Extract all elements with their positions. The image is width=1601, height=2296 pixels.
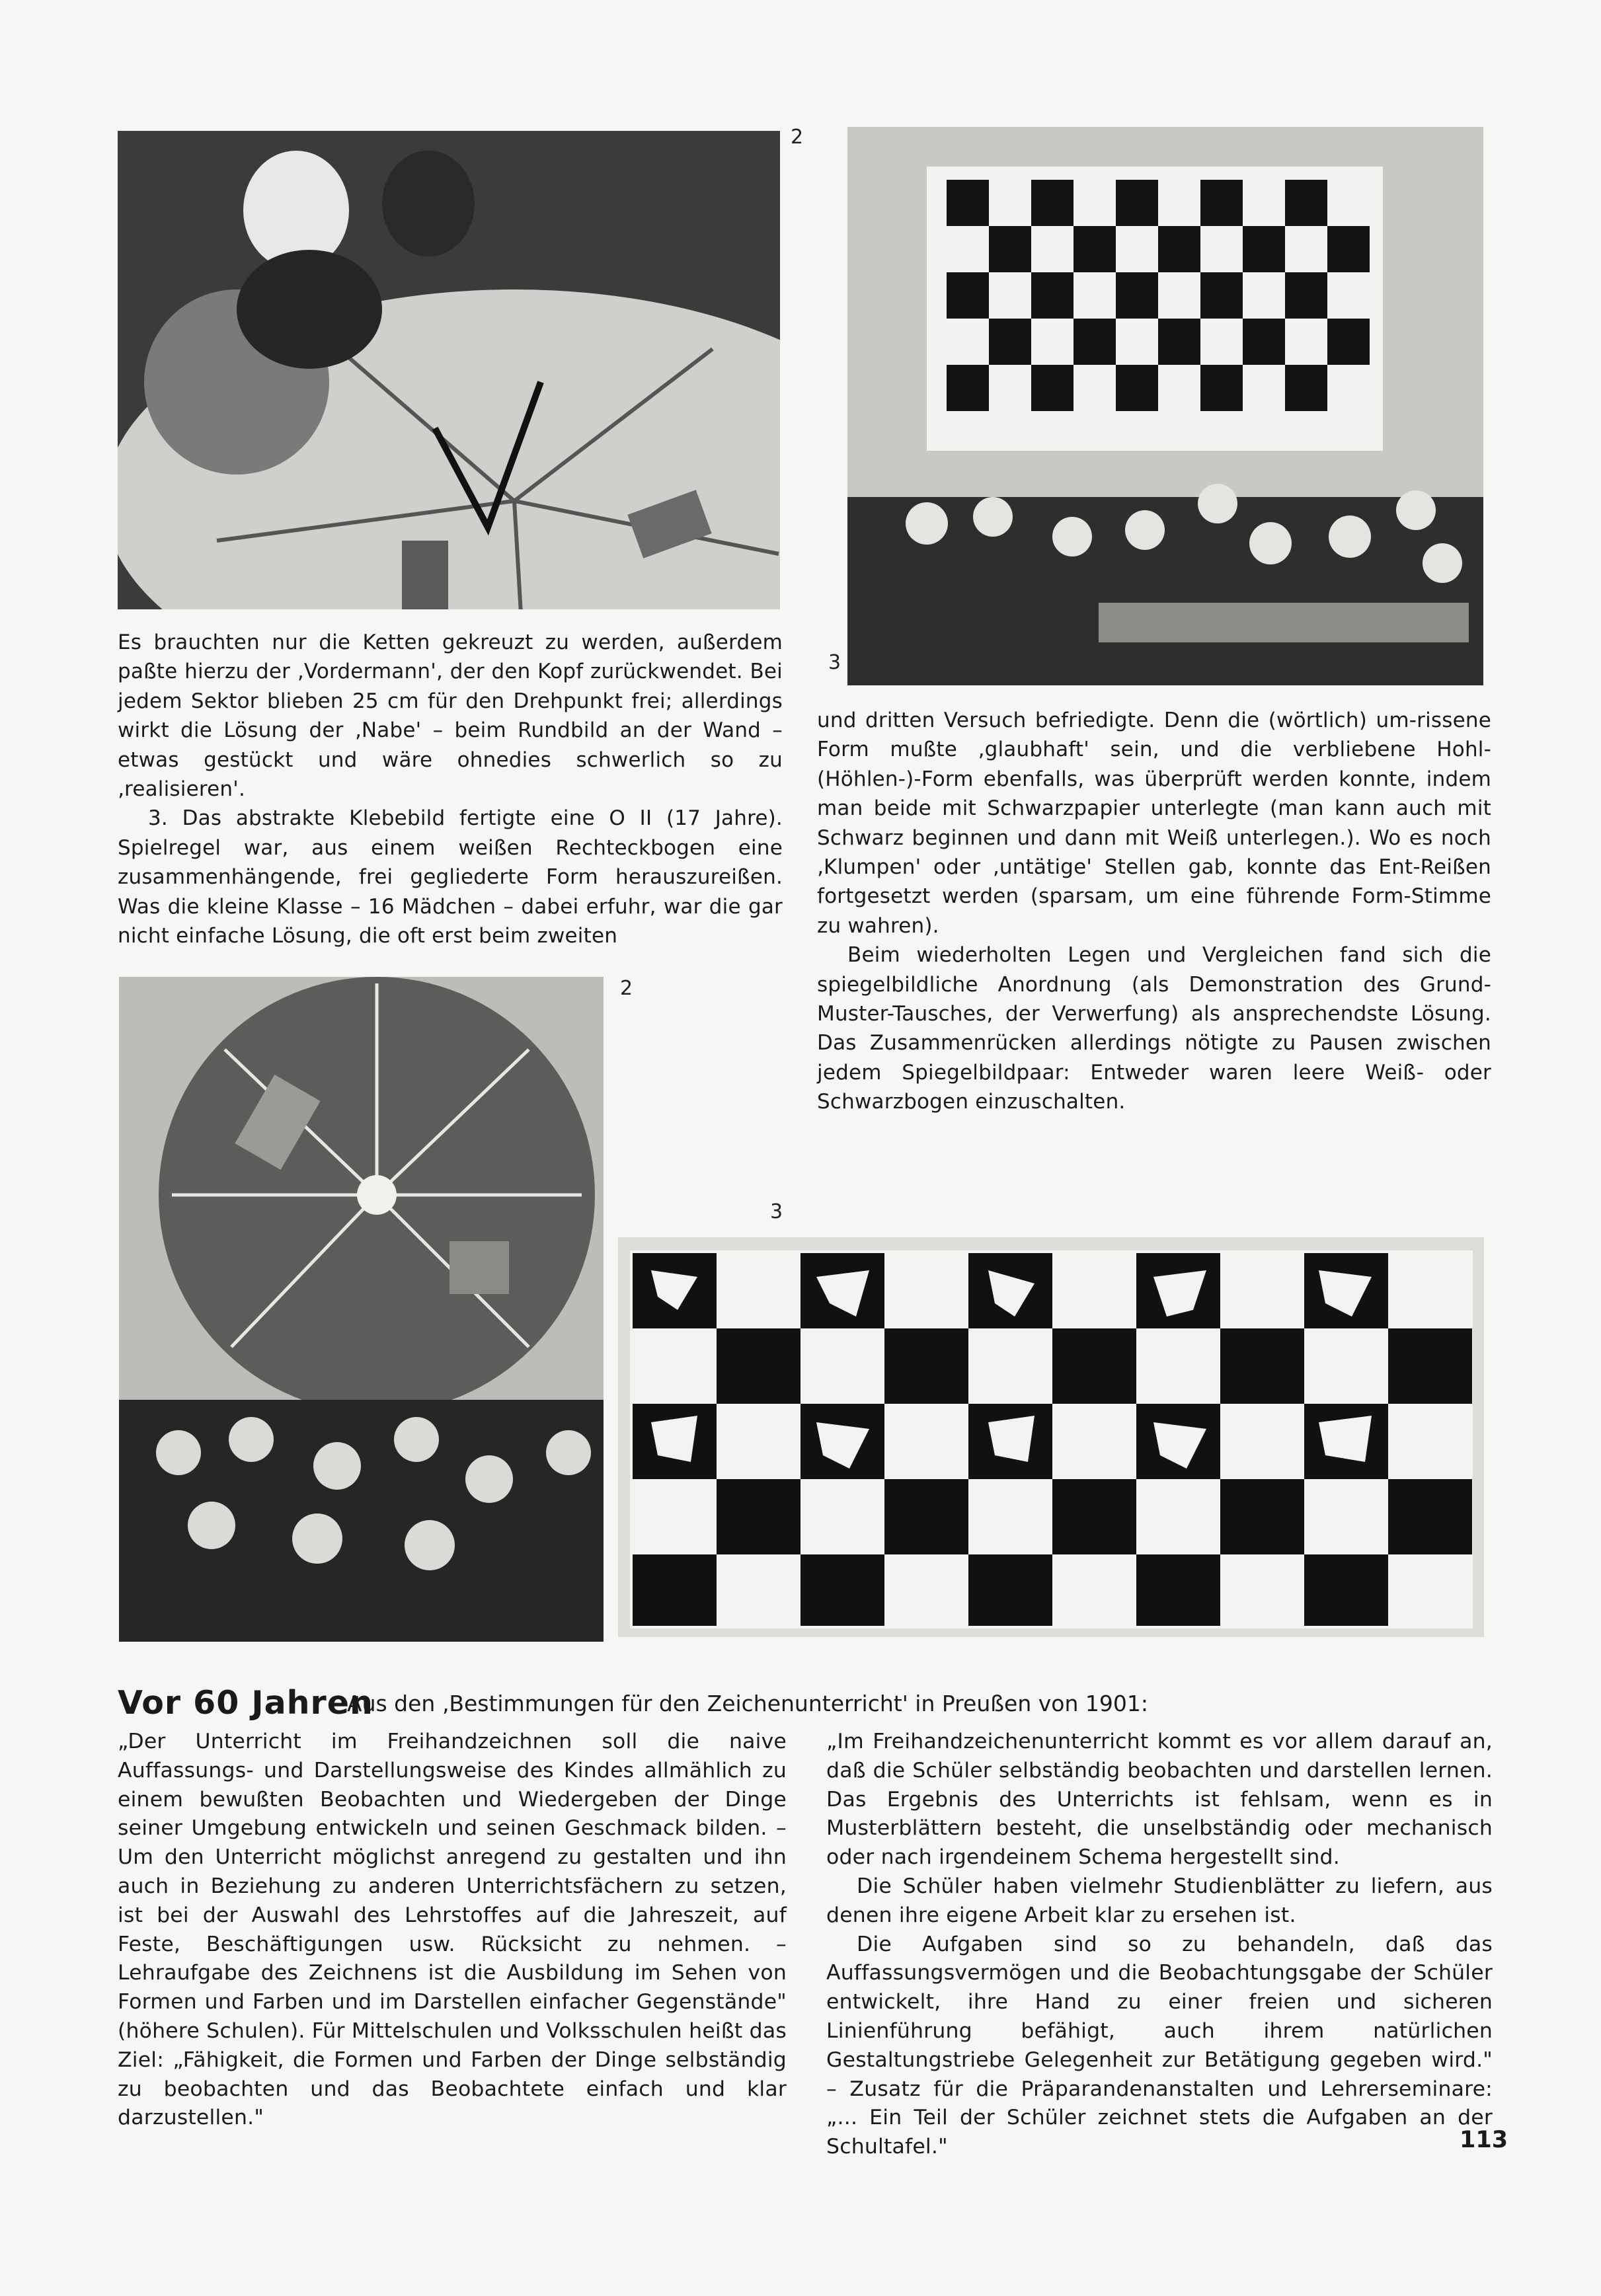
- figure-number: 2: [791, 126, 804, 149]
- text-column-left-top: [118, 628, 783, 950]
- page-number: 113: [1460, 2127, 1508, 2153]
- photo-checkered-collage: [618, 1237, 1484, 1637]
- photo-classroom-collage: [847, 127, 1483, 685]
- text-column-right-bottom: [826, 1728, 1493, 2162]
- paragraph: Die Schüler haben vielmehr Studienblätter zu liefern, aus denen ihre eigene Arbeit klar zu ersehen ist.: [826, 1874, 1493, 1927]
- paragraph: Beim wiederholten Legen und Vergleichen fand sich die spiegelbildliche Anordnung (als Demonstration des Grund-Muster-Tausches, der Verwerfung) als ansprechendste Lösung. Das Zusammenrücken allerdings nötigte zu Pausen zwischen jedem Spiegelbildpaar: Entweder waren leere Weiß- oder Schwarzbogen einzuschalten.: [817, 943, 1491, 1114]
- photo-floor-round-mural: [118, 131, 780, 609]
- paragraph: und dritten Versuch befriedigte. Denn die (wörtlich) um-rissene Form mußte ‚glaubhaft' sein, und die verbliebene Hohl-(Höhlen-)-Form ebenfalls, was überprüft werden konnte, indem man beide mit Schwarzpapier unterlegte (man kann auch mit Schwarz beginnen und dann mit Weiß unterlegen.). Wo es noch ‚Klumpen' oder ‚untätige' Stellen gab, konnte das Ent-Reißen fortgesetzt werden (sparsam, um eine führende Form-Stimme zu wahren).: [817, 708, 1491, 938]
- paragraph: „Im Freihandzeichenunterricht kommt es vor allem darauf an, daß die Schüler selbständig beobachten und darstellen lernen. Das Ergebnis des Unterrichts ist fehlsam, wenn es in Musterblättern besteht, die unselbständig oder mechanisch oder nach irgendeinem Schema hergestellt sind.: [826, 1730, 1493, 1870]
- figure-number: 3: [770, 1200, 783, 1223]
- paragraph: „Der Unterricht im Freihandzeichnen soll die naive Auffassungs- und Darstellungsweise des Kindes allmählich zu einem bewußten Beobachten und Wiedergeben der Dinge seiner Umgebung entwickeln und seinen Geschmack bilden. – Um den Unterricht möglichst anregend zu gestalten und ihn auch in Beziehung zu anderen Unterrichtsfächern zu setzen, ist bei der Auswahl des Lehrstoffes auf die Jahreszeit, auf Feste, Beschäftigungen usw. Rücksicht zu nehmen. – Lehraufgabe des Zeichnens ist die Ausbildung im Sehen von Formen und Farben und im Darstellen einfacher Gegenstände" (höhere Schulen). Für Mittelschulen und Volksschulen heißt das Ziel: „Fähigkeit, die Formen und Farben der Dinge selbständig zu beobachten und das Beobachtete einfach und klar darzustellen.": [118, 1730, 787, 2130]
- paragraph: 3. Das abstrakte Klebebild fertigte eine O II (17 Jahre). Spielregel war, aus einem weißen Rechteckbogen eine zusammenhängende, frei gegliederte Form herauszureißen. Was die kleine Klasse – 16 Mädchen – dabei erfuhr, war die gar nicht einfache Lösung, die oft erst beim zweiten: [118, 806, 783, 948]
- paragraph: Die Aufgaben sind so zu behandeln, daß das Auffassungsvermögen und die Beobachtungsgabe der Schüler entwickelt, ihre Hand zu einer freien und sicheren Linienführung befähigt, auch ihrem natürlichen Gestaltungstriebe Gelegenheit zur Betätigung gegeben wird." – Zusatz für die Präparandenanstalten und Lehrerseminare: „... Ein Teil der Schüler zeichnet stets die Aufgaben an der Schultafel.": [826, 1932, 1493, 2159]
- figure-number: 3: [828, 651, 841, 674]
- section-intro: Aus den ‚Bestimmungen für den Zeichenunterricht' in Preußen von 1901:: [347, 1691, 1148, 1716]
- section-title: Vor 60 Jahren: [118, 1684, 373, 1722]
- figure-number: 2: [620, 977, 633, 1000]
- text-column-right-top: [817, 706, 1491, 1117]
- photo-round-mural-wall: [119, 977, 604, 1642]
- paragraph: Es brauchten nur die Ketten gekreuzt zu werden, außerdem paßte hierzu der ‚Vordermann', der den Kopf zurückwendet. Bei jedem Sektor blieben 25 cm für den Drehpunkt frei; allerdings wirkt die Lösung der ‚Nabe' – beim Rundbild an der Wand – etwas gestückt und wäre ohnedies schwerlich so zu ‚realisieren'.: [118, 631, 783, 802]
- text-column-left-bottom: [118, 1728, 787, 2133]
